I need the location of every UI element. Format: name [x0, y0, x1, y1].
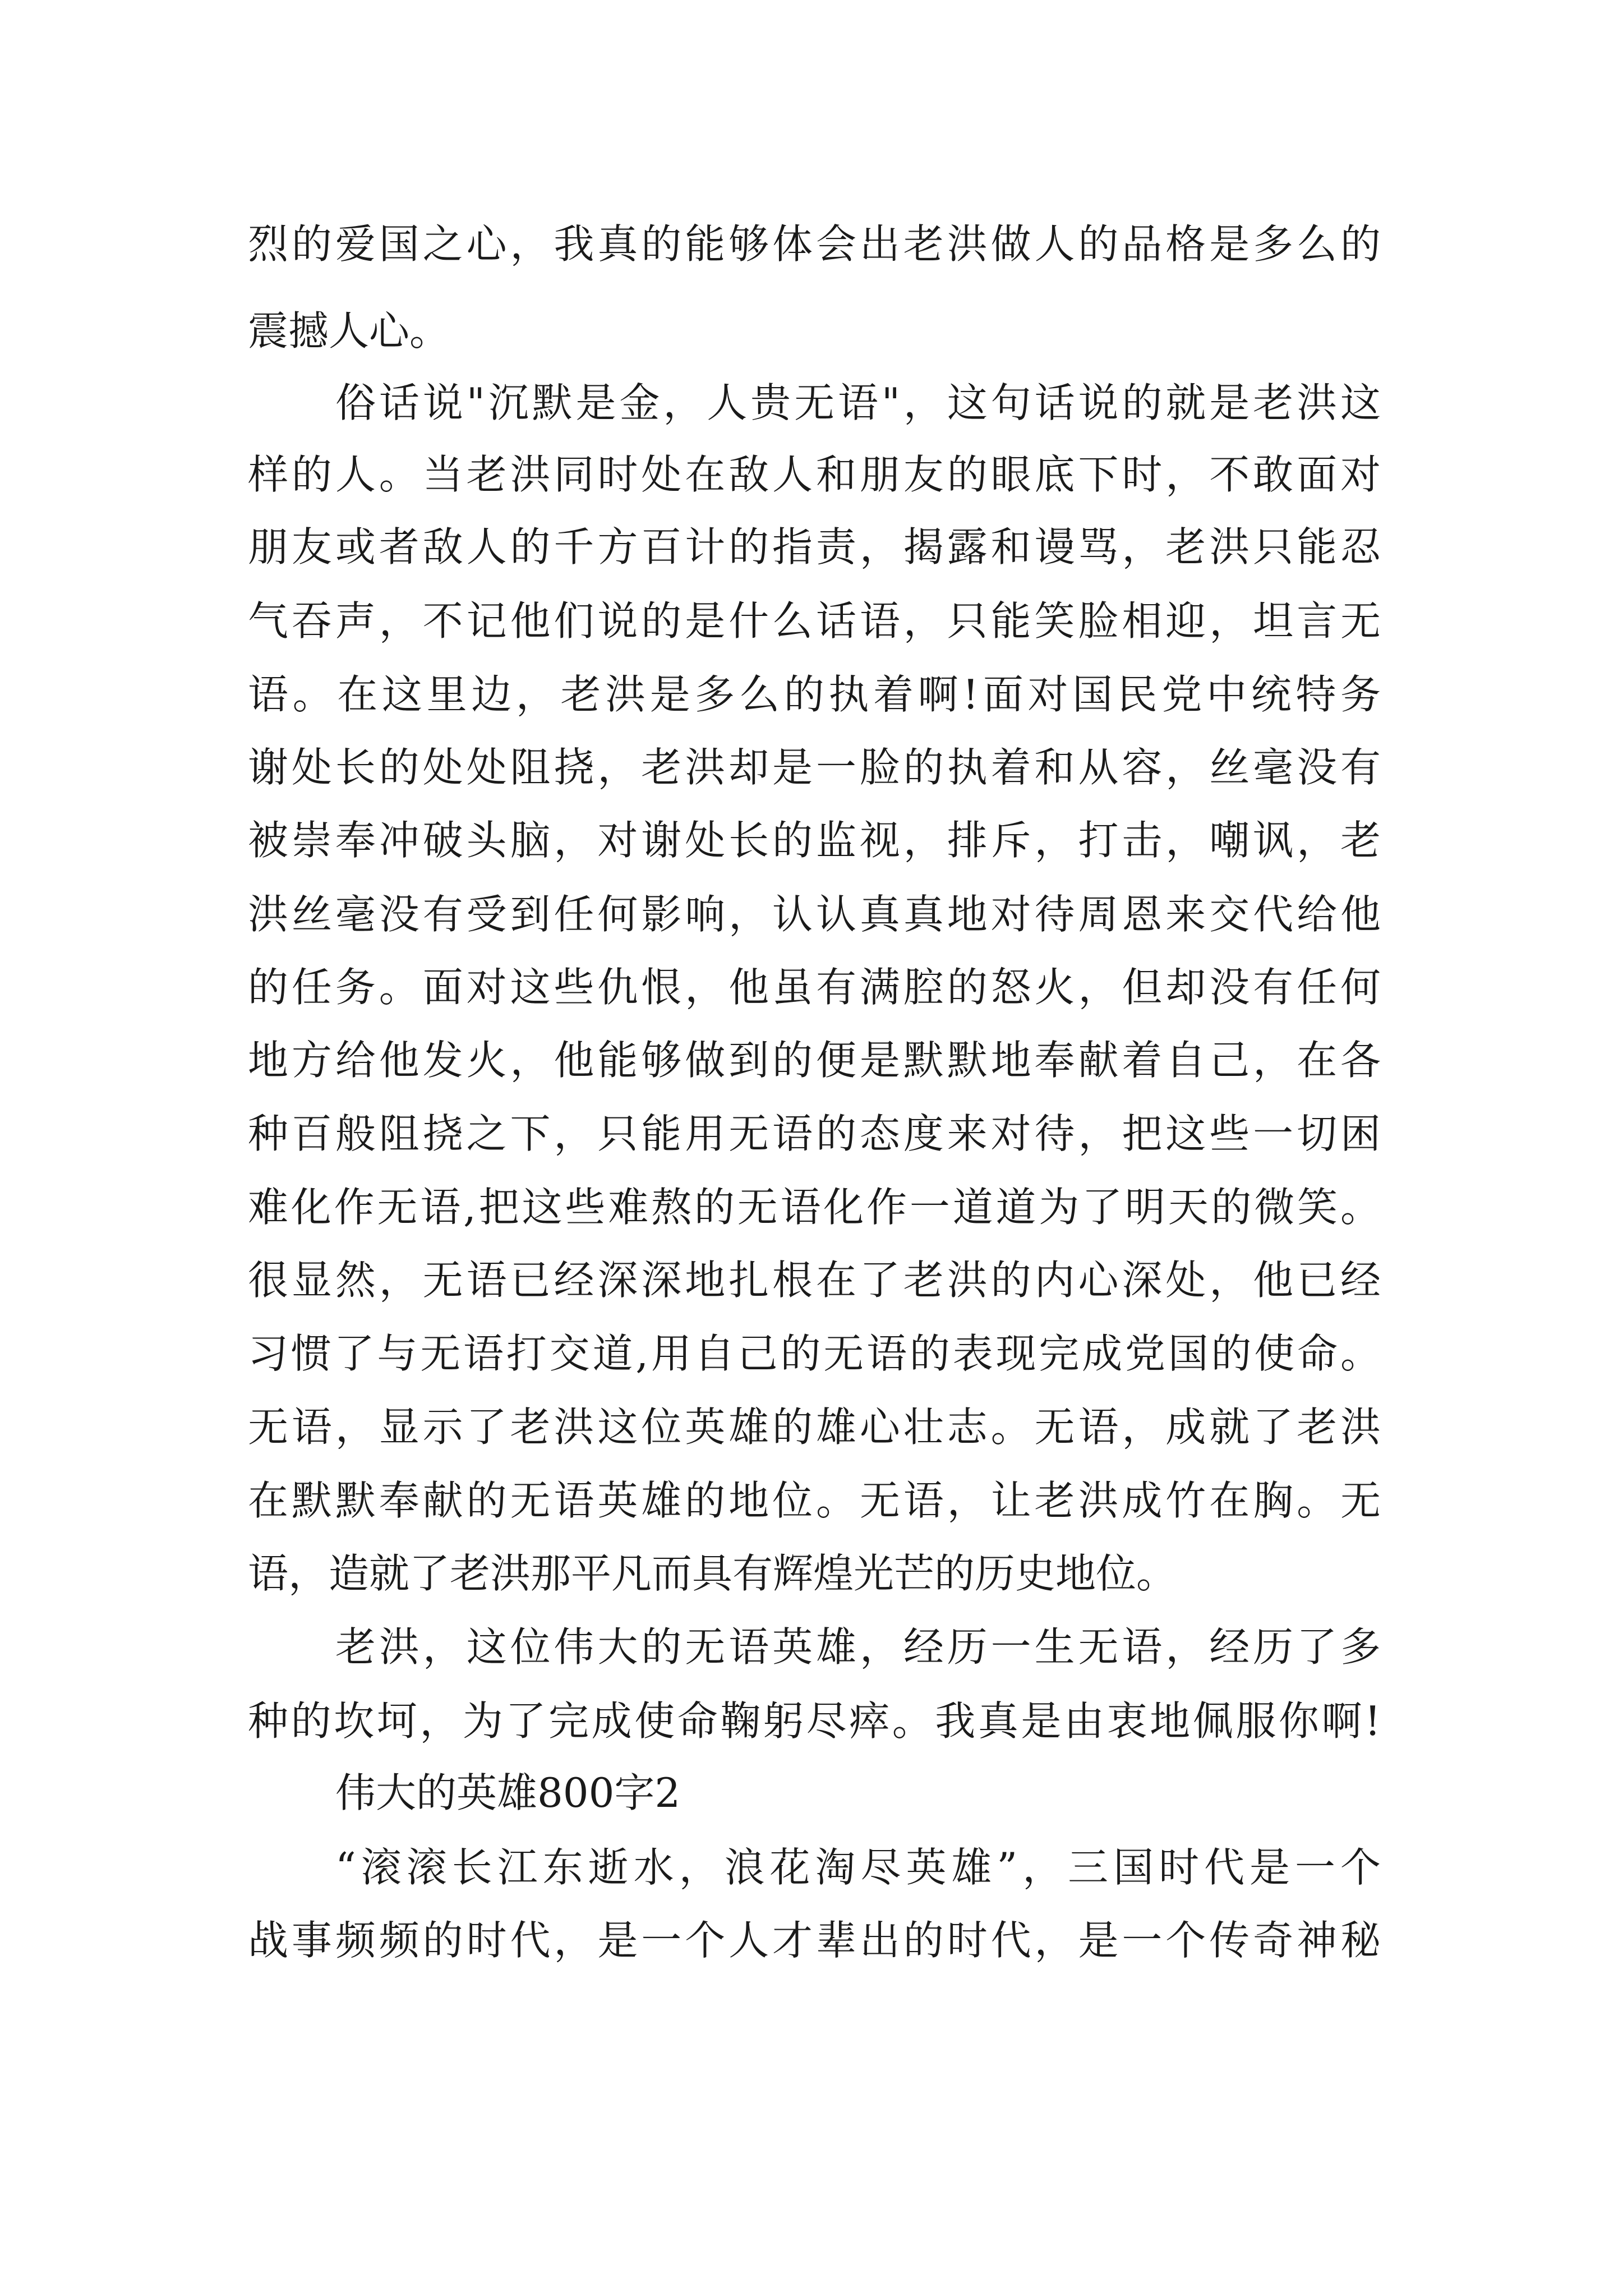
text-line: 语，造就了老洪那平凡而具有辉煌光芒的历史地位。: [248, 1550, 1177, 1597]
text-line: 语。在这里边，老洪是多么的执着啊!面对国民党中统特务: [248, 671, 1381, 718]
text-line: 难化作无语,把这些难熬的无语化作一道道为了明天的微笑。: [248, 1184, 1381, 1231]
text-line: 烈的爱国之心，我真的能够体会出老洪做人的品格是多么的: [248, 220, 1381, 268]
text-line: 在默默奉献的无语英雄的地位。无语，让老洪成竹在胸。无: [248, 1477, 1381, 1524]
text-line: 种百般阻挠之下，只能用无语的态度来对待，把这些一切困: [248, 1110, 1381, 1157]
text-line: 气吞声，不记他们说的是什么话语，只能笑脸相迎，坦言无: [248, 597, 1381, 645]
text-line: 谢处长的处处阻挠，老洪却是一脸的执着和从容，丝毫没有: [248, 744, 1381, 791]
text-line: 习惯了与无语打交道,用自己的无语的表现完成党国的使命。: [248, 1330, 1381, 1377]
text-line: 很显然，无语已经深深地扎根在了老洪的内心深处，他已经: [248, 1257, 1381, 1304]
paragraph-first-line: 老洪，这位伟大的无语英雄，经历一生无语，经历了多: [335, 1623, 1381, 1671]
text-line: 震撼人心。: [248, 307, 450, 355]
text-line: 被崇奉冲破头脑，对谢处长的监视，排斥，打击，嘲讽，老: [248, 817, 1381, 864]
text-line: 样的人。当老洪同时处在敌人和朋友的眼底下时，不敢面对: [248, 451, 1381, 498]
text-line: 战事频频的时代，是一个人才辈出的时代，是一个传奇神秘: [248, 1917, 1381, 1964]
text-line: 地方给他发火，他能够做到的便是默默地奉献着自己，在各: [248, 1037, 1381, 1084]
paragraph-first-line: “滚滚长江东逝水，浪花淘尽英雄”，三国时代是一个: [335, 1844, 1381, 1891]
section-heading: 伟大的英雄800字2: [335, 1769, 681, 1816]
text-line: 种的坎坷，为了完成使命鞠躬尽瘁。我真是由衷地佩服你啊!: [248, 1697, 1381, 1745]
text-line: 朋友或者敌人的千方百计的指责，揭露和谩骂，老洪只能忍: [248, 523, 1381, 570]
text-line: 无语，显示了老洪这位英雄的雄心壮志。无语，成就了老洪: [248, 1404, 1381, 1451]
text-line: 的任务。面对这些仇恨，他虽有满腔的怒火，但却没有任何: [248, 964, 1381, 1011]
paragraph-first-line: 俗话说"沉默是金，人贵无语"，这句话说的就是老洪这: [335, 379, 1381, 426]
text-line: 洪丝毫没有受到任何影响，认认真真地对待周恩来交代给他: [248, 891, 1381, 938]
